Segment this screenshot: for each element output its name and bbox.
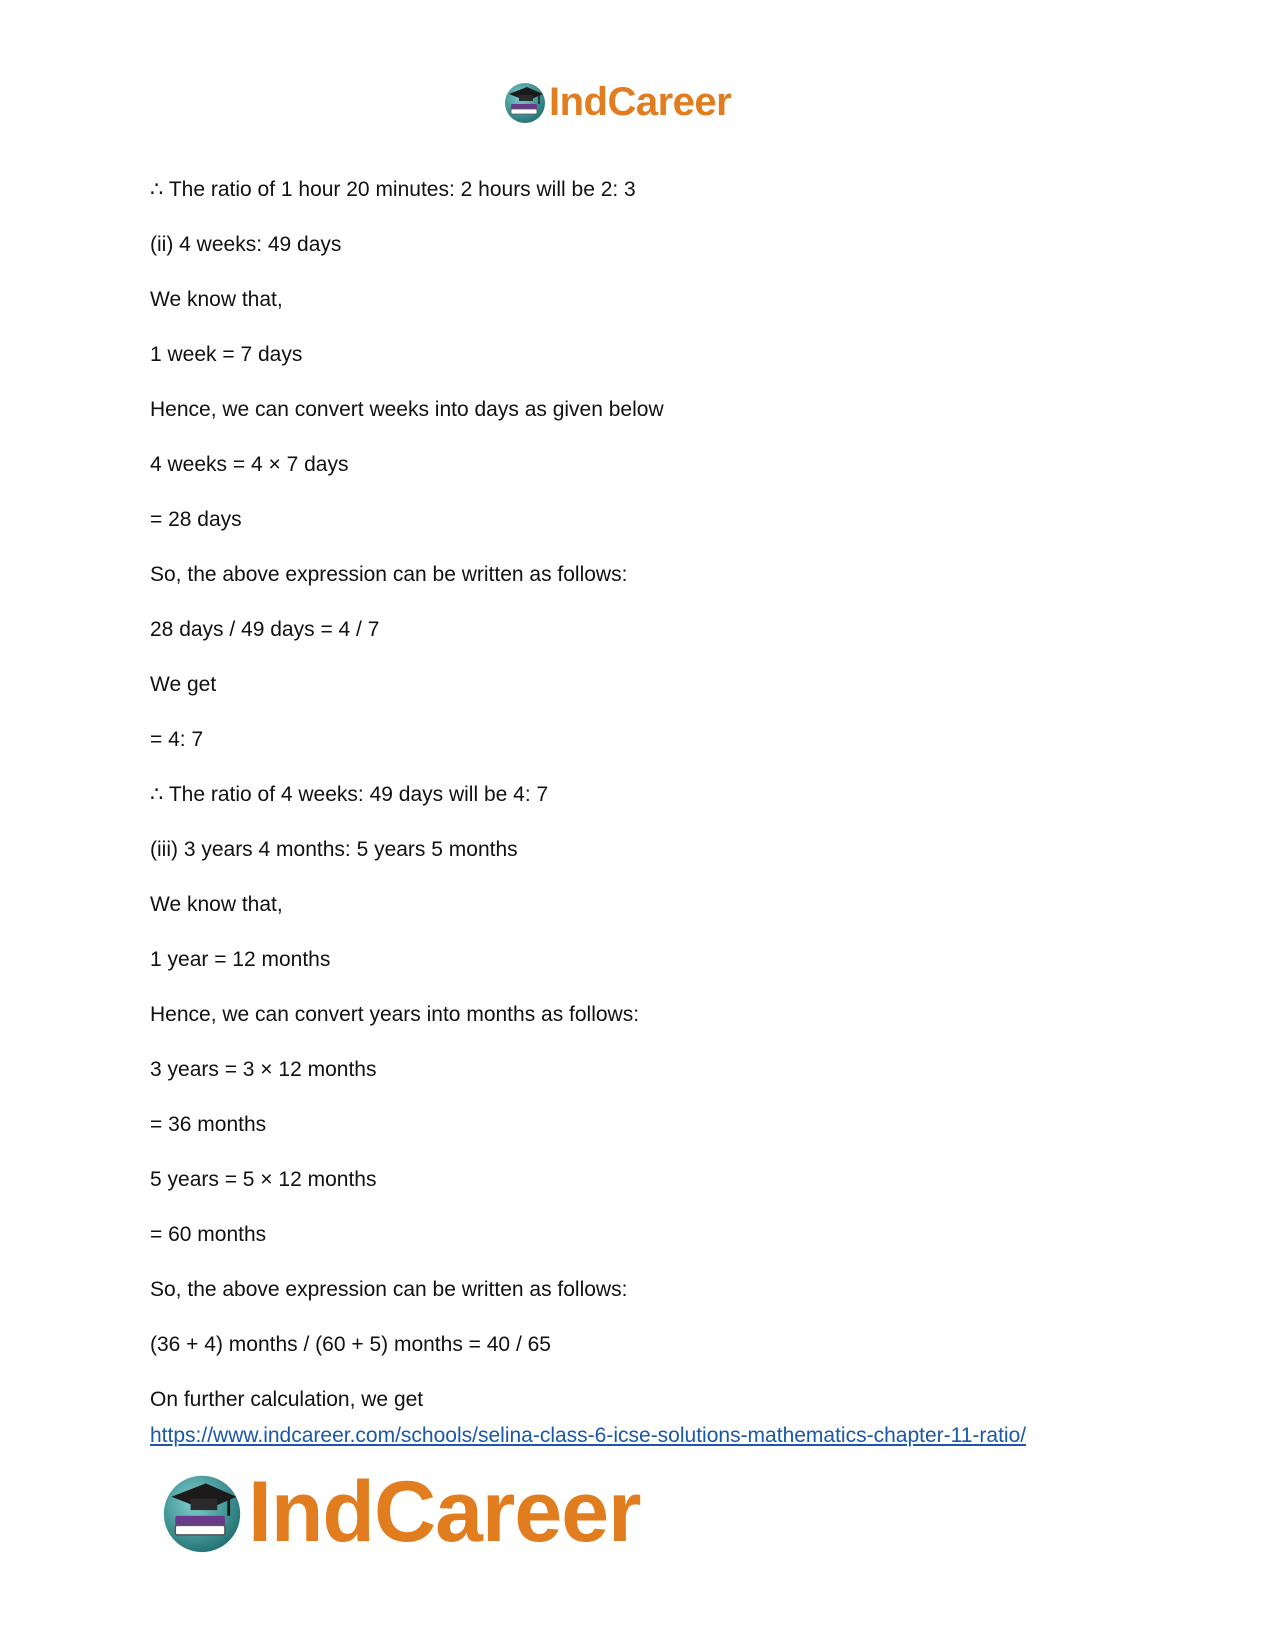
text-line: 1 year = 12 months	[150, 948, 331, 971]
source-url-link[interactable]: https://www.indcareer.com/schools/selina-class-6-icse-solutions-mathematics-chapter-11-ratio/	[150, 1424, 1027, 1447]
footer-link-container	[150, 1422, 1026, 1450]
text-line: We get	[150, 673, 217, 696]
header-logo-text: IndCareer	[549, 79, 732, 124]
document-body	[150, 174, 1150, 1439]
text-line: = 4: 7	[150, 728, 204, 751]
text-line: ∴ The ratio of 4 weeks: 49 days will be 4: 7	[150, 783, 549, 806]
text-line: 5 years = 5 × 12 months	[150, 1168, 377, 1191]
text-line: We know that,	[150, 893, 283, 916]
text-line: (iii) 3 years 4 months: 5 years 5 months	[150, 838, 518, 861]
text-line: On further calculation, we get	[150, 1388, 424, 1411]
footer-logo-text: IndCareer	[248, 1463, 641, 1560]
text-line: ∴ The ratio of 1 hour 20 minutes: 2 hours will be 2: 3	[150, 178, 636, 201]
text-line: Hence, we can convert years into months as follows:	[150, 1003, 640, 1026]
text-line: 28 days / 49 days = 4 / 7	[150, 618, 380, 641]
text-line: 1 week = 7 days	[150, 343, 303, 366]
text-line: Hence, we can convert weeks into days as given below	[150, 398, 664, 421]
text-line: (36 + 4) months / (60 + 5) months = 40 / 65	[150, 1333, 551, 1356]
text-line: 3 years = 3 × 12 months	[150, 1058, 377, 1081]
graduation-cap-book-globe-icon	[160, 1470, 244, 1554]
text-line: So, the above expression can be written as follows:	[150, 563, 628, 586]
footer-logo	[160, 1463, 641, 1560]
text-line: = 60 months	[150, 1223, 267, 1246]
text-line: (ii) 4 weeks: 49 days	[150, 233, 342, 256]
graduation-cap-book-globe-icon	[503, 80, 547, 124]
text-line: = 28 days	[150, 508, 242, 531]
text-line: We know that,	[150, 288, 283, 311]
text-line: 4 weeks = 4 × 7 days	[150, 453, 349, 476]
header-logo	[503, 78, 731, 126]
text-line: = 36 months	[150, 1113, 267, 1136]
text-line: So, the above expression can be written as follows:	[150, 1278, 628, 1301]
